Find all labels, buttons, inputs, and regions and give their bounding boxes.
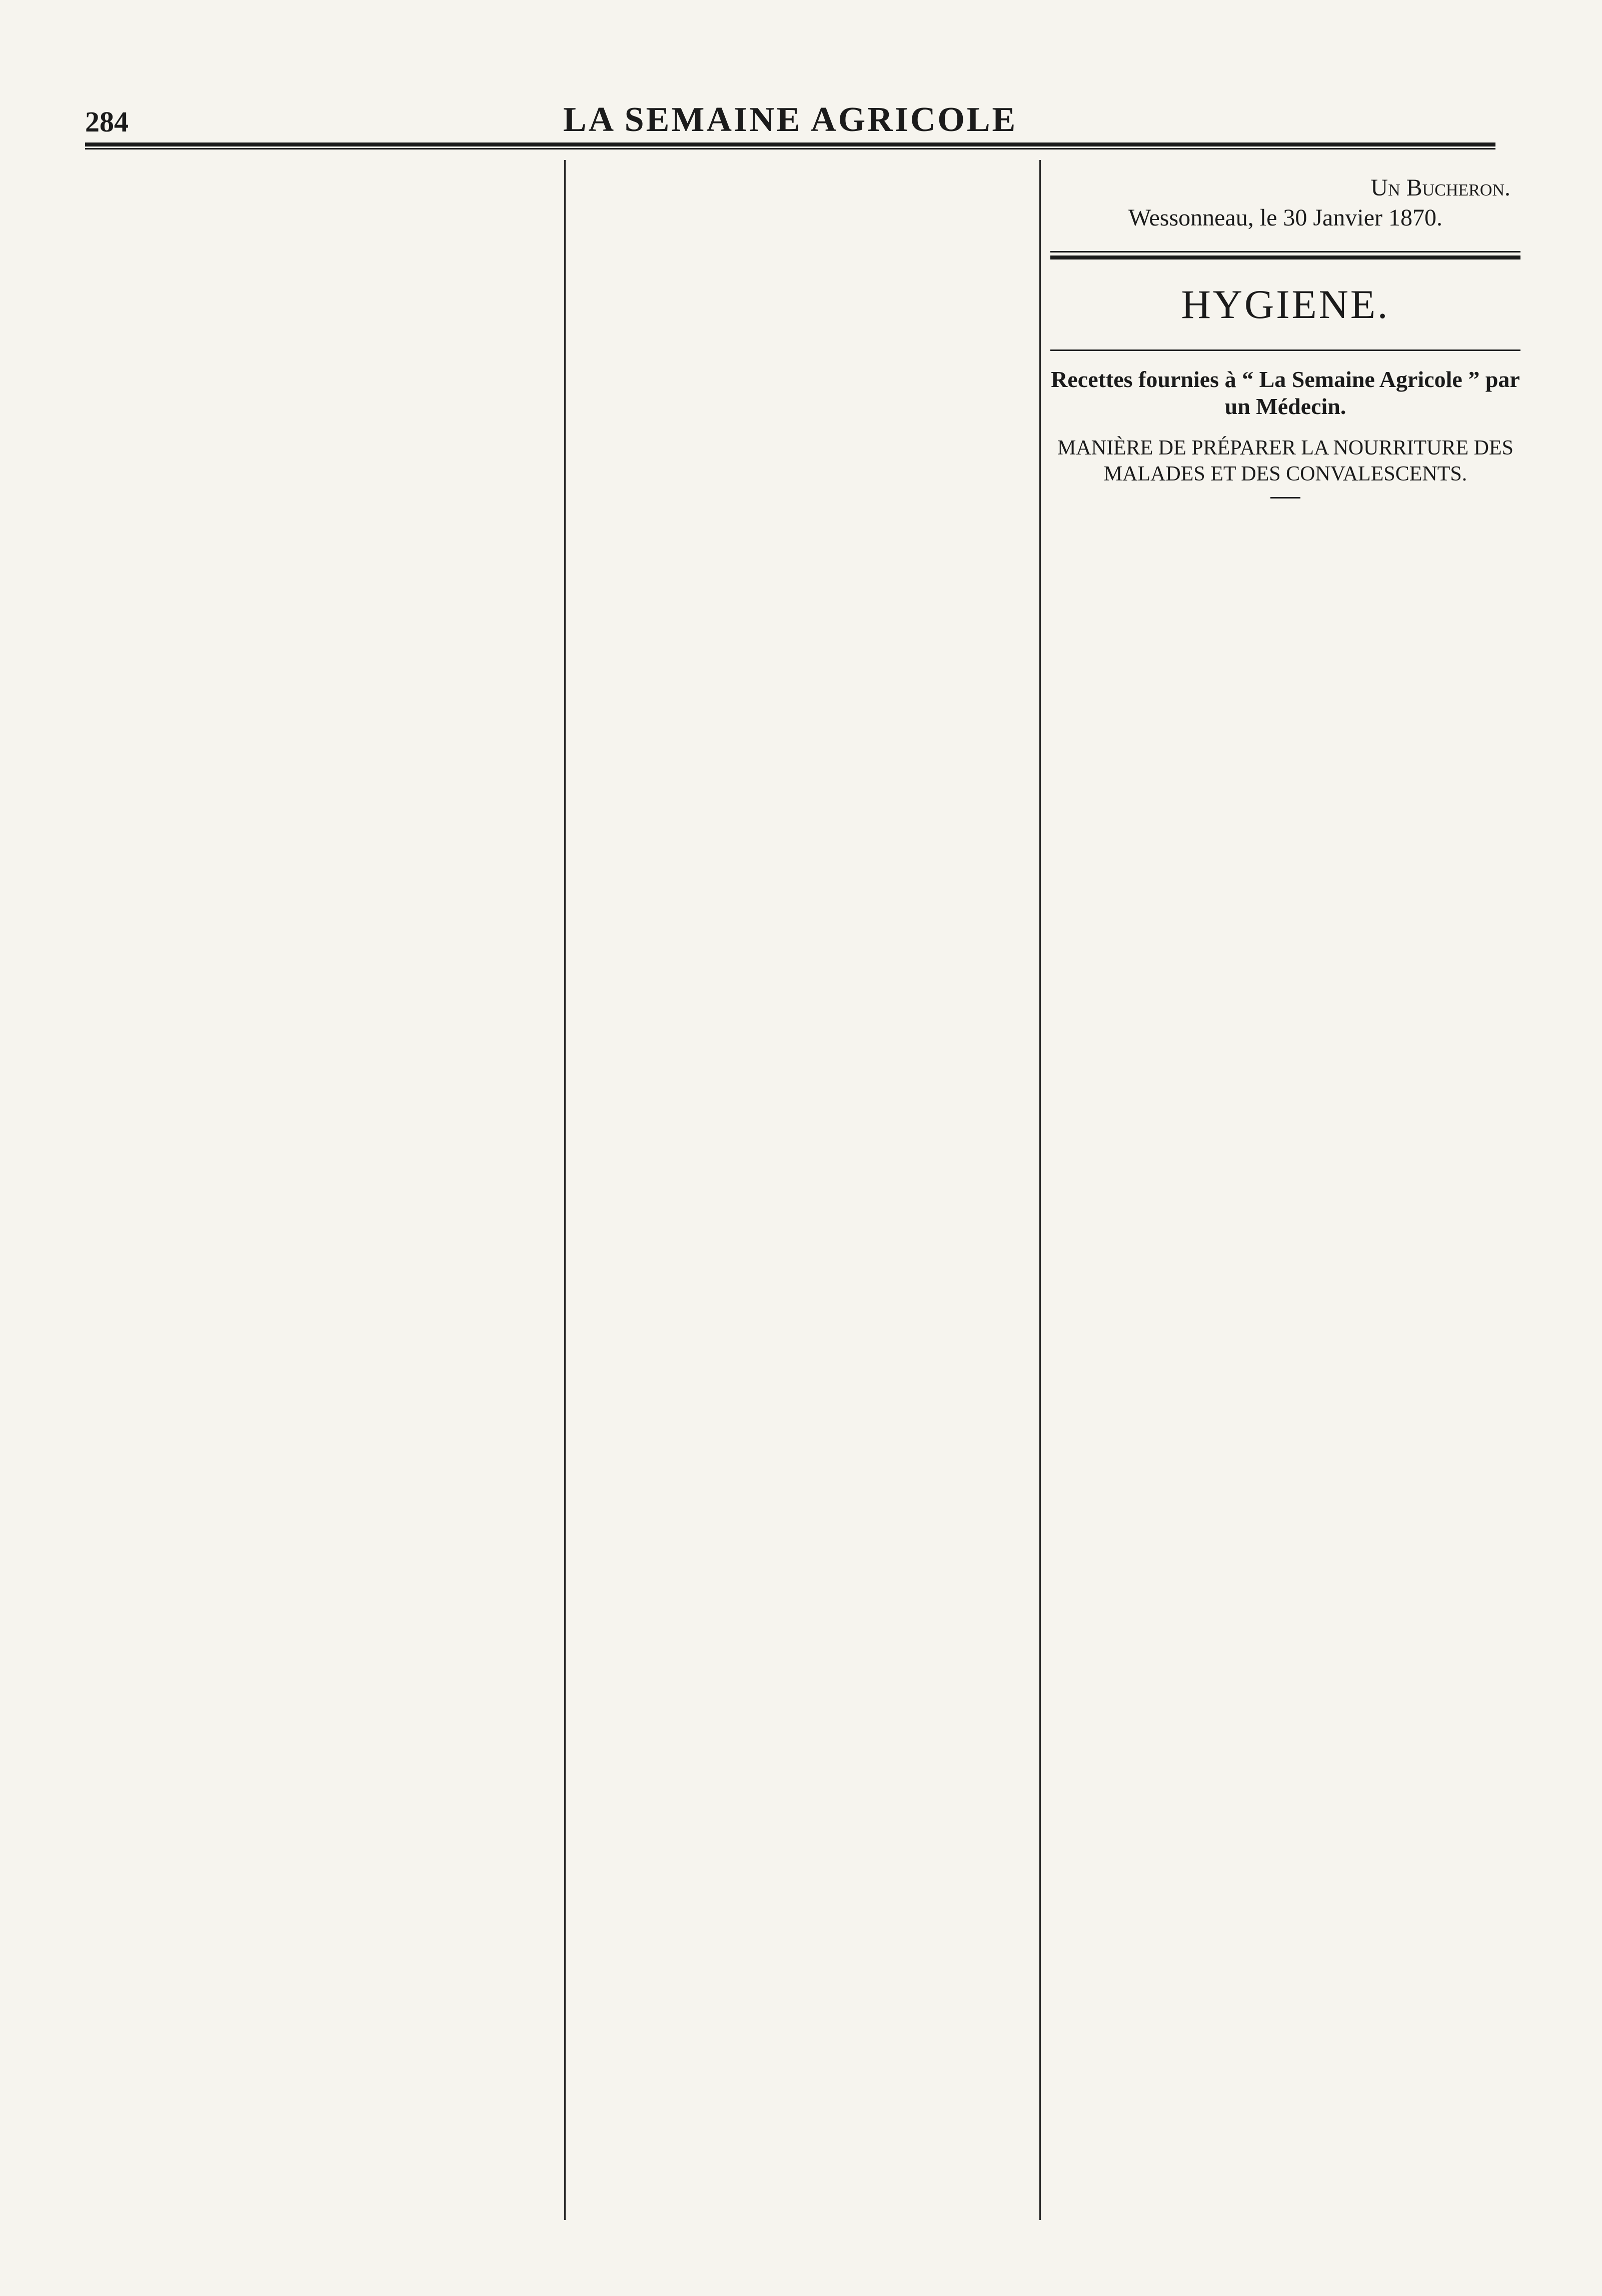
page-header [85,100,1495,145]
article-column-3 [1045,170,1525,2220]
section-rule [1050,251,1520,260]
section-subhead: Recettes fournies à “ La Semaine Agricole ” par un Médecin. [1051,366,1520,419]
article-column-2 [570,170,1050,2220]
journal-title: LA SEMAINE AGRICOLE [563,100,1018,139]
dateline: Wessonneau, le 30 Janvier 1870. [1128,204,1442,231]
section-subsubhead: MANIÈRE DE PRÉPARER LA NOURRITURE DES MALADES ET DES CONVALESCENTS. [1057,436,1514,486]
section-title: HYGIENE. [1181,282,1390,327]
section-rule [1050,350,1520,351]
article-column-1 [85,170,565,2220]
signature: Un Bucheron. [1370,174,1510,201]
page-number: 284 [85,106,129,138]
header-rule [85,142,1495,150]
short-rule [1270,497,1300,498]
